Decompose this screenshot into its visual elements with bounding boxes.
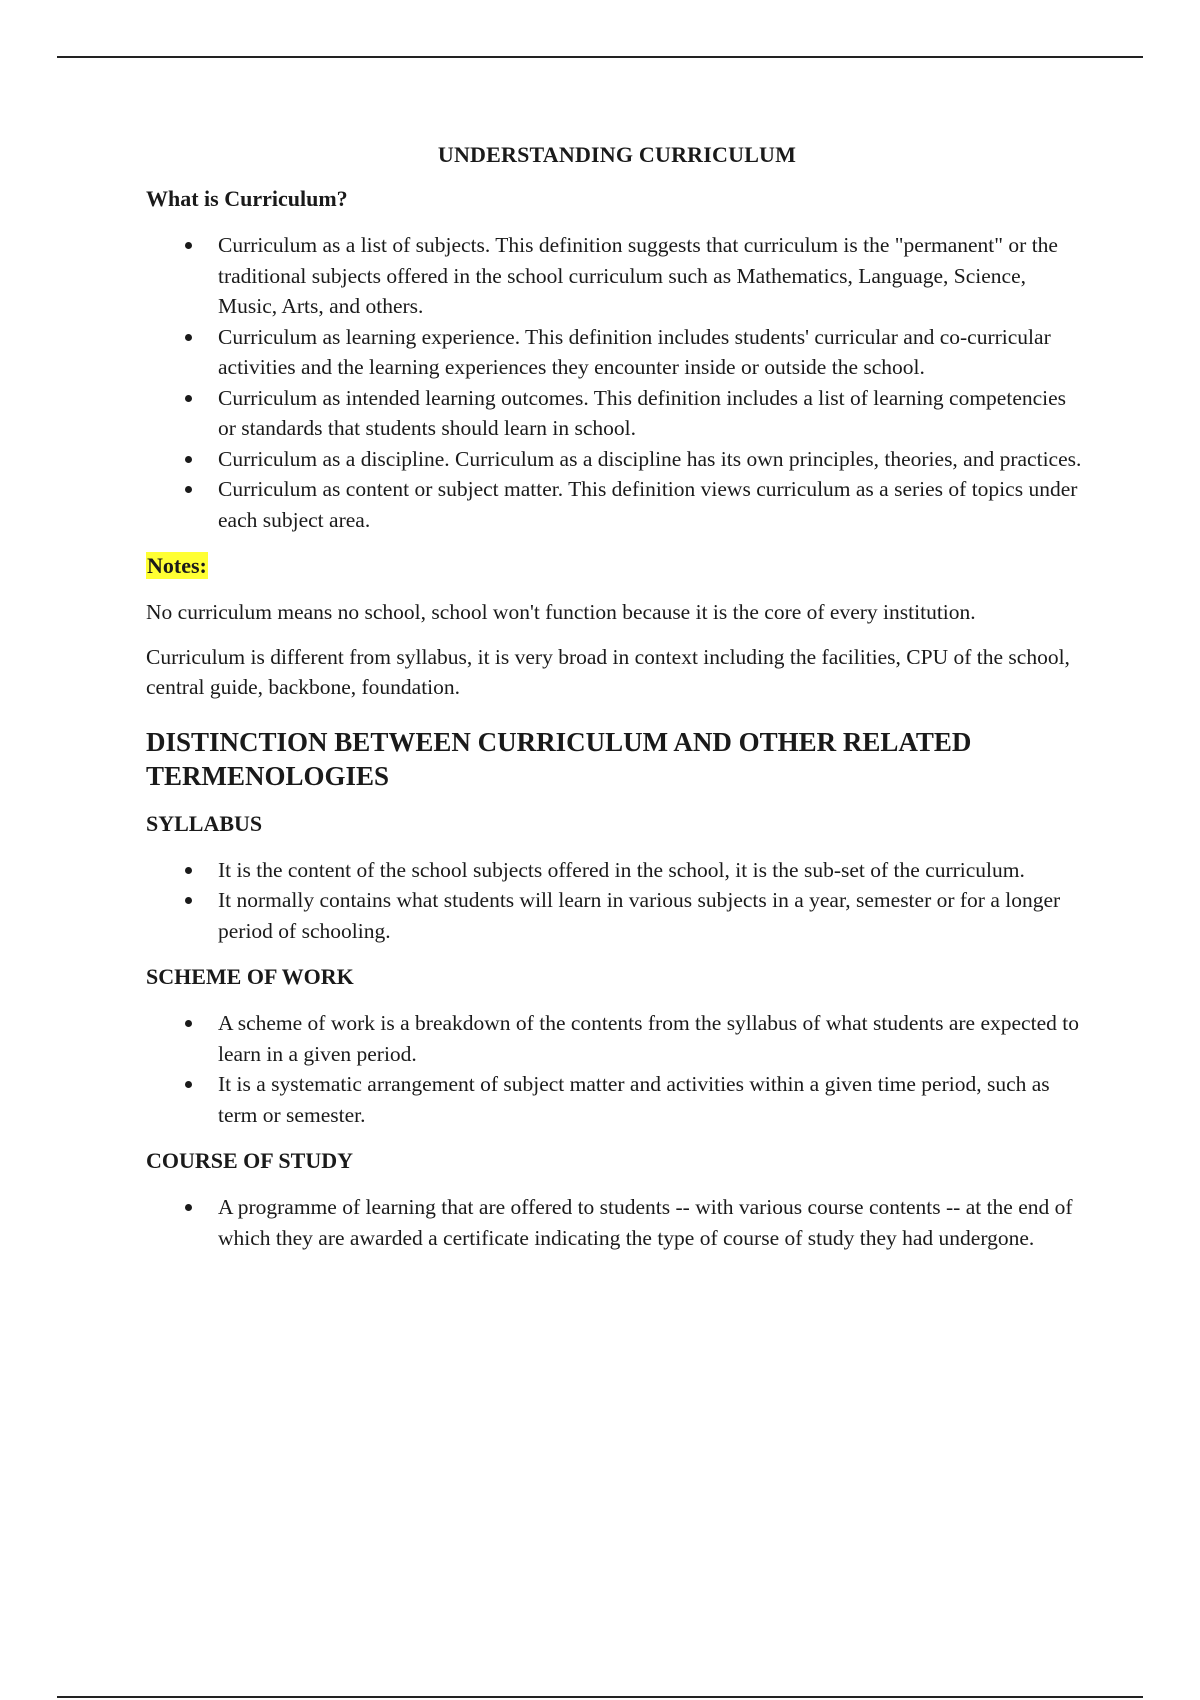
list-item — [218, 1069, 1088, 1130]
bullet-icon — [185, 334, 192, 341]
distinction-heading: DISTINCTION BETWEEN CURRICULUM AND OTHER RELATED TERMENOLOGIES — [146, 726, 972, 791]
list-item-text: It normally contains what students will learn in various subjects in a year, semester or for a longer period of schooling. — [218, 888, 1061, 943]
list-item-text: Curriculum as learning experience. This definition includes students' curricular and co-curricular activities and the learning experiences they encounter inside or outside the school. — [218, 324, 1051, 379]
bullet-icon — [185, 242, 192, 249]
list-item — [218, 1192, 1088, 1253]
list-item-text: It is a systematic arrangement of subject matter and activities within a given time period, such as term or semester. — [218, 1072, 1050, 1127]
note-paragraph: No curriculum means no school, school won't function because it is the core of every institution. — [146, 600, 976, 624]
list-item — [218, 444, 1088, 475]
syllabus-list — [146, 855, 1088, 947]
notes-highlight: Notes: — [147, 553, 207, 578]
list-item — [218, 230, 1088, 322]
list-item — [218, 1008, 1088, 1069]
list-item — [218, 474, 1088, 535]
scheme-of-work-list — [146, 1008, 1088, 1130]
list-item-text: It is the content of the school subjects offered in the school, it is the sub-set of the curriculum. — [218, 857, 1025, 882]
bullet-icon — [185, 1081, 192, 1088]
list-item-text: Curriculum as intended learning outcomes. This definition includes a list of learning competencies or standards that students should learn in school. — [218, 385, 1067, 440]
footer-rule — [57, 1696, 1143, 1698]
notes-label — [146, 553, 1088, 579]
bullet-icon — [185, 897, 192, 904]
bullet-icon — [185, 1204, 192, 1211]
course-of-study-heading: COURSE OF STUDY — [146, 1148, 353, 1173]
scheme-of-work-heading: SCHEME OF WORK — [146, 964, 354, 989]
list-item — [218, 322, 1088, 383]
bullet-icon — [185, 456, 192, 463]
list-item — [218, 383, 1088, 444]
note-paragraph: Curriculum is different from syllabus, it is very broad in context including the facilities, CPU of the school, central guide, backbone, foundation. — [146, 644, 1070, 699]
syllabus-heading: SYLLABUS — [146, 810, 263, 836]
list-item-text: Curriculum as a discipline. Curriculum as a discipline has its own principles, theories, and practices. — [218, 446, 1082, 471]
list-item — [218, 855, 1088, 886]
bullet-icon — [185, 486, 192, 493]
what-is-heading: What is Curriculum? — [146, 186, 348, 211]
list-item-text: Curriculum as a list of subjects. This definition suggests that curriculum is the "permanent" or the traditional subjects offered in the school curriculum such as Mathematics, Language, Science, Music, Arts, and others. — [218, 233, 1058, 318]
course-of-study-list — [146, 1192, 1088, 1253]
bullet-icon — [185, 395, 192, 402]
list-item-text: Curriculum as content or subject matter. This definition views curriculum as a series of topics under each subject area. — [218, 477, 1078, 532]
list-item-text: A scheme of work is a breakdown of the contents from the syllabus of what students are expected to learn in a given period. — [218, 1011, 1079, 1066]
header-rule — [57, 56, 1143, 58]
document-body — [146, 142, 1088, 1271]
bullet-icon — [185, 1020, 192, 1027]
definitions-list — [146, 230, 1088, 535]
list-item-text: A programme of learning that are offered to students -- with various course contents -- at the end of which they are awarded a certificate indicating the type of course of study they had undergone. — [218, 1195, 1073, 1250]
list-item — [218, 885, 1088, 946]
page-title: UNDERSTANDING CURRICULUM — [437, 142, 797, 167]
bullet-icon — [185, 867, 192, 874]
